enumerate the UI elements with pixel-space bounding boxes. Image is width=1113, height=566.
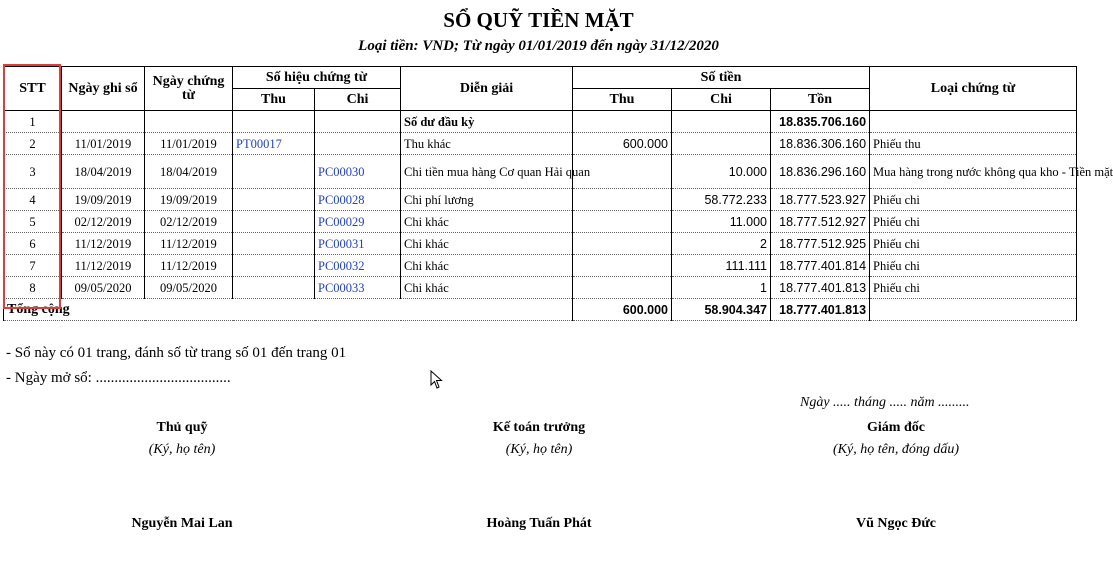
ngay-ghi-so-cell: 11/01/2019 [62,133,145,155]
header-stt: STT [4,67,62,111]
so-hieu-chi-cell[interactable]: PC00028 [315,189,401,211]
so-hieu-thu-cell[interactable] [233,211,315,233]
signature-name: Nguyễn Mai Lan [131,516,233,531]
document-subtitle: Loại tiền: VND; Từ ngày 01/01/2019 đến ngày 31/12/2020 [358,38,719,54]
total-tien-chi: 58.904.347 [672,299,771,321]
dien-giai-cell: Chi khác [401,255,573,277]
signature-role: Kế toán trưởng [492,420,586,435]
loai-chung-tu-cell: Phiếu chi [870,255,1077,277]
ngay-chung-tu-cell: 11/12/2019 [145,233,233,255]
ngay-ghi-so-cell: 09/05/2020 [62,277,145,299]
ngay-ghi-so-cell: 02/12/2019 [62,211,145,233]
ngay-ghi-so-cell: 11/12/2019 [62,233,145,255]
total-tien-thu: 600.000 [573,299,672,321]
header-tien-thu: Thu [573,89,672,111]
tien-chi-cell: 11.000 [672,211,771,233]
table-row [4,155,1077,189]
header-so-tien: Số tiền [573,67,870,89]
so-hieu-thu-cell[interactable] [233,233,315,255]
so-hieu-chi-cell[interactable] [315,133,401,155]
ngay-chung-tu-cell [145,111,233,133]
loai-chung-tu-cell: Phiếu thu [870,133,1077,155]
loai-chung-tu-cell: Phiếu chi [870,189,1077,211]
so-hieu-chi-cell[interactable]: PC00030 [315,155,401,189]
tien-thu-cell [573,277,672,299]
signature-block-thu-quy [52,420,312,531]
dien-giai-cell: Chi khác [401,211,573,233]
tien-chi-cell [672,133,771,155]
ngay-chung-tu-cell: 02/12/2019 [145,211,233,233]
signature-block-ke-toan-truong [409,420,669,531]
so-hieu-chi-cell[interactable]: PC00029 [315,211,401,233]
stt-cell: 7 [4,255,62,277]
date-line: Ngày ..... tháng ..... năm ......... [800,395,970,410]
tien-chi-cell: 10.000 [672,155,771,189]
ton-cell: 18.777.512.927 [771,211,870,233]
ngay-chung-tu-cell: 19/09/2019 [145,189,233,211]
ngay-ghi-so-cell: 11/12/2019 [62,255,145,277]
ton-cell: 18.777.523.927 [771,189,870,211]
so-hieu-chi-cell[interactable]: PC00033 [315,277,401,299]
ton-cell: 18.777.512.925 [771,233,870,255]
ton-cell: 18.777.401.813 [771,277,870,299]
so-hieu-thu-cell[interactable] [233,111,315,133]
loai-chung-tu-cell: Phiếu chi [870,277,1077,299]
ton-cell: 18.777.401.814 [771,255,870,277]
dien-giai-cell: Số dư đầu kỳ [401,111,573,133]
tien-thu-cell: 600.000 [573,133,672,155]
ton-cell: 18.836.296.160 [771,155,870,189]
header-ton: Tồn [771,89,870,111]
tien-thu-cell [573,255,672,277]
tien-chi-cell [672,111,771,133]
tien-thu-cell [573,211,672,233]
dien-giai-cell: Chi phí lương [401,189,573,211]
table-row [4,255,1077,277]
header-so-hieu-chi: Chi [315,89,401,111]
header-tien-chi: Chi [672,89,771,111]
stt-cell: 2 [4,133,62,155]
total-label: Tổng cộng [4,299,573,321]
document-title: SỔ QUỸ TIỀN MẶT [443,8,634,32]
so-hieu-chi-cell[interactable]: PC00031 [315,233,401,255]
stt-cell: 1 [4,111,62,133]
so-hieu-thu-cell[interactable] [233,189,315,211]
table-row [4,189,1077,211]
total-loai [870,299,1077,321]
loai-chung-tu-cell: Mua hàng trong nước không qua kho - Tiền mặt [870,155,1077,189]
loai-chung-tu-cell: Phiếu chi [870,211,1077,233]
header-dien-giai: Diễn giải [401,67,573,111]
signature-hint: (Ký, họ tên) [505,442,573,457]
signature-role: Giám đốc [867,420,925,435]
dien-giai-cell: Chi tiền mua hàng Cơ quan Hải quan [401,155,573,189]
tien-chi-cell: 58.772.233 [672,189,771,211]
dien-giai-cell: Chi khác [401,277,573,299]
header-loai-chung-tu: Loại chứng từ [870,67,1077,111]
signature-name: Vũ Ngọc Đức [856,516,936,531]
table-row [4,277,1077,299]
tien-thu-cell [573,233,672,255]
loai-chung-tu-cell [870,111,1077,133]
so-hieu-thu-cell[interactable] [233,277,315,299]
stt-cell: 5 [4,211,62,233]
so-hieu-thu-cell[interactable] [233,255,315,277]
ngay-ghi-so-cell: 18/04/2019 [62,155,145,189]
signature-hint: (Ký, họ tên) [148,442,216,457]
signature-block-giam-doc [766,420,1026,531]
tien-thu-cell [573,189,672,211]
stt-column-highlight [3,64,61,309]
signature-role: Thủ quỹ [156,420,208,435]
tien-thu-cell [573,111,672,133]
ngay-ghi-so-cell [62,111,145,133]
stt-cell: 6 [4,233,62,255]
table-row [4,211,1077,233]
table-row [4,233,1077,255]
dien-giai-cell: Chi khác [401,233,573,255]
so-hieu-chi-cell[interactable]: PC00032 [315,255,401,277]
total-row [4,299,1077,321]
tien-chi-cell: 2 [672,233,771,255]
header-so-hieu-thu: Thu [233,89,315,111]
loai-chung-tu-cell: Phiếu chi [870,233,1077,255]
so-hieu-chi-cell[interactable] [315,111,401,133]
signature-name: Hoàng Tuấn Phát [486,516,592,531]
ngay-chung-tu-cell: 09/05/2020 [145,277,233,299]
ngay-chung-tu-cell: 11/12/2019 [145,255,233,277]
so-hieu-thu-cell[interactable] [233,155,315,189]
dien-giai-cell: Thu khác [401,133,573,155]
stt-cell: 3 [4,155,62,189]
stt-cell: 8 [4,277,62,299]
so-hieu-thu-cell[interactable]: PT00017 [233,133,315,155]
stt-cell: 4 [4,189,62,211]
header-ngay-ghi-so: Ngày ghi sổ [62,67,145,111]
table-row [4,111,1077,133]
ngay-ghi-so-cell: 19/09/2019 [62,189,145,211]
mouse-pointer-icon [430,370,444,390]
table-row [4,133,1077,155]
ngay-chung-tu-cell: 18/04/2019 [145,155,233,189]
ton-cell: 18.835.706.160 [771,111,870,133]
tien-chi-cell: 1 [672,277,771,299]
note-pages: - Sổ này có 01 trang, đánh số từ trang số 01 đến trang 01 [6,345,347,361]
ngay-chung-tu-cell: 11/01/2019 [145,133,233,155]
header-so-hieu: Số hiệu chứng từ [233,67,401,89]
ton-cell: 18.836.306.160 [771,133,870,155]
total-ton: 18.777.401.813 [771,299,870,321]
tien-chi-cell: 111.111 [672,255,771,277]
note-open-date: - Ngày mở sổ: .................................... [6,370,231,386]
cash-ledger-table [3,66,1113,321]
signature-hint: (Ký, họ tên, đóng dấu) [833,442,959,457]
header-ngay-chung-tu: Ngày chứng từ [145,67,233,111]
